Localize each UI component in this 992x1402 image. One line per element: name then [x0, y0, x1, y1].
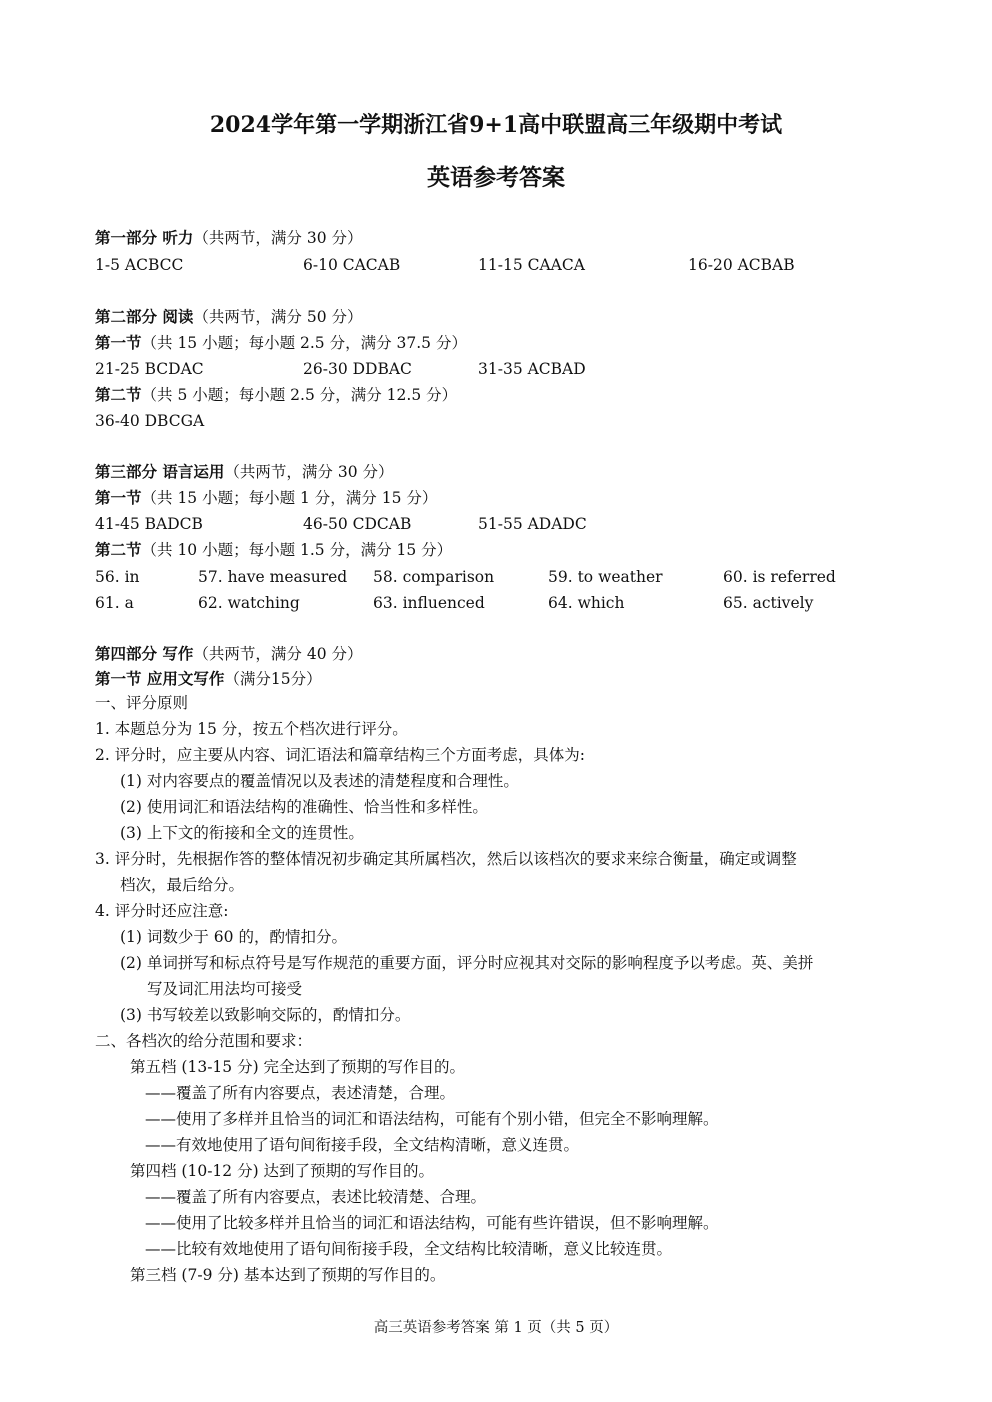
part3-section1-line [95, 488, 437, 508]
fill-answer: 58. comparison [373, 568, 495, 586]
fill-answer: 64. which [548, 594, 625, 612]
grade-band-criterion: ——使用了多样并且恰当的词汇和语法结构，可能有个别小错，但完全不影响理解。 [145, 1110, 719, 1128]
part2-heading-line [95, 307, 362, 327]
part3-heading-line [95, 462, 393, 482]
part2-section1-heading: 第一节 [95, 333, 142, 352]
criteria-item: 1. 本题总分为 15 分，按五个档次进行评分。 [95, 720, 408, 738]
part2-section2-note: （共 5 小题；每小题 2.5 分，满分 12.5 分） [141, 386, 458, 404]
answer-group: 1-5 ACBCC [95, 256, 184, 274]
criteria-subitem: (3) 上下文的衔接和全文的连贯性。 [120, 824, 364, 842]
part3-note: （共两节，满分 30 分） [224, 463, 394, 481]
part2-section2-heading: 第二节 [95, 385, 142, 404]
answer-group: 6-10 CACAB [303, 256, 401, 274]
part3-section2-heading: 第二节 [95, 540, 142, 559]
criteria-item: 3. 评分时，先根据作答的整体情况初步确定其所属档次，然后以该档次的要求来综合衡量，确定或调整 [95, 850, 797, 868]
fill-answer: 57. have measured [198, 568, 348, 586]
part2-section1-note: （共 15 小题；每小题 2.5 分，满分 37.5 分） [141, 334, 467, 352]
answer-group: 36-40 DBCGA [95, 412, 205, 430]
grade-band-criterion: ——比较有效地使用了语句间衔接手段，全文结构比较清晰，意义比较连贯。 [145, 1240, 673, 1258]
fill-answer: 59. to weather [548, 568, 663, 586]
answer-group: 21-25 BCDAC [95, 360, 204, 378]
criteria-subitem-continued: 写及词汇用法均可接受 [147, 980, 303, 998]
part4-section1-note: （满分15分） [224, 670, 322, 688]
part2-heading: 第二部分 阅读 [95, 307, 194, 326]
part4-section1-heading: 第一节 应用文写作 [95, 669, 225, 688]
part1-heading-line [95, 228, 362, 248]
part4-heading: 第四部分 写作 [95, 644, 194, 663]
part3-heading: 第三部分 语言运用 [95, 462, 225, 481]
answer-group: 31-35 ACBAD [478, 360, 586, 378]
fill-answer: 56. in [95, 568, 140, 586]
part1-heading: 第一部分 听力 [95, 228, 194, 247]
answer-group: 16-20 ACBAB [688, 256, 795, 274]
grade-band: 第五档 (13-15 分) 完全达到了预期的写作目的。 [130, 1058, 466, 1076]
grade-band-criterion: ——覆盖了所有内容要点，表述清楚，合理。 [145, 1084, 456, 1102]
part3-section1-note: （共 15 小题；每小题 1 分，满分 15 分） [141, 489, 438, 507]
part2-section2-line [95, 385, 457, 405]
fill-answer: 63. influenced [373, 594, 485, 612]
grade-band-criterion: ——使用了比较多样并且恰当的词汇和语法结构，可能有些许错误，但不影响理解。 [145, 1214, 719, 1232]
grade-band: 第四档 (10-12 分) 达到了预期的写作目的。 [130, 1162, 435, 1180]
part2-section1-line [95, 333, 467, 353]
grade-bands-heading: 二、各档次的给分范围和要求： [95, 1032, 313, 1050]
fill-answer: 60. is referred [723, 568, 836, 586]
part1-note: （共两节，满分 30 分） [193, 229, 363, 247]
document-title: 2024学年第一学期浙江省9+1高中联盟高三年级期中考试 [209, 112, 783, 138]
criteria-item: 2. 评分时，应主要从内容、词汇语法和篇章结构三个方面考虑，具体为: [95, 746, 585, 764]
criteria-subitem: (2) 使用词汇和语法结构的准确性、恰当性和多样性。 [120, 798, 488, 816]
part2-note: （共两节，满分 50 分） [193, 308, 363, 326]
criteria-heading: 一、评分原则 [95, 694, 189, 712]
criteria-subitem: (3) 书写较差以致影响交际的，酌情扣分。 [120, 1006, 411, 1024]
criteria-subitem: (1) 对内容要点的覆盖情况以及表述的清楚程度和合理性。 [120, 772, 519, 790]
fill-answer: 62. watching [198, 594, 300, 612]
criteria-item-continued: 档次，最后给分。 [120, 876, 245, 894]
part4-section1-line [95, 669, 322, 689]
criteria-item: 4. 评分时还应注意: [95, 902, 229, 920]
criteria-subitem: (2) 单词拼写和标点符号是写作规范的重要方面，评分时应视其对交际的影响程度予以考虑。英、美拼 [120, 954, 814, 972]
grade-band-criterion: ——覆盖了所有内容要点，表述比较清楚、合理。 [145, 1188, 487, 1206]
document-subtitle: 英语参考答案 [427, 164, 565, 191]
part3-section2-note: （共 10 小题；每小题 1.5 分，满分 15 分） [141, 541, 453, 559]
page-footer: 高三英语参考答案 第 1 页（共 5 页） [373, 1320, 619, 1336]
answer-group: 46-50 CDCAB [303, 515, 412, 533]
part4-note: （共两节，满分 40 分） [193, 645, 363, 663]
answer-group: 26-30 DDBAC [303, 360, 412, 378]
part3-section2-line [95, 540, 452, 560]
criteria-subitem: (1) 词数少于 60 的，酌情扣分。 [120, 928, 347, 946]
fill-answer: 61. a [95, 594, 134, 612]
answer-group: 11-15 CAACA [478, 256, 585, 274]
grade-band: 第三档 (7-9 分) 基本达到了预期的写作目的。 [130, 1266, 446, 1284]
answer-group: 41-45 BADCB [95, 515, 203, 533]
fill-answer: 65. actively [723, 594, 814, 612]
part4-heading-line [95, 644, 362, 664]
answer-group: 51-55 ADADC [478, 515, 587, 533]
grade-band-criterion: ——有效地使用了语句间衔接手段，全文结构清晰，意义连贯。 [145, 1136, 580, 1154]
part3-section1-heading: 第一节 [95, 488, 142, 507]
